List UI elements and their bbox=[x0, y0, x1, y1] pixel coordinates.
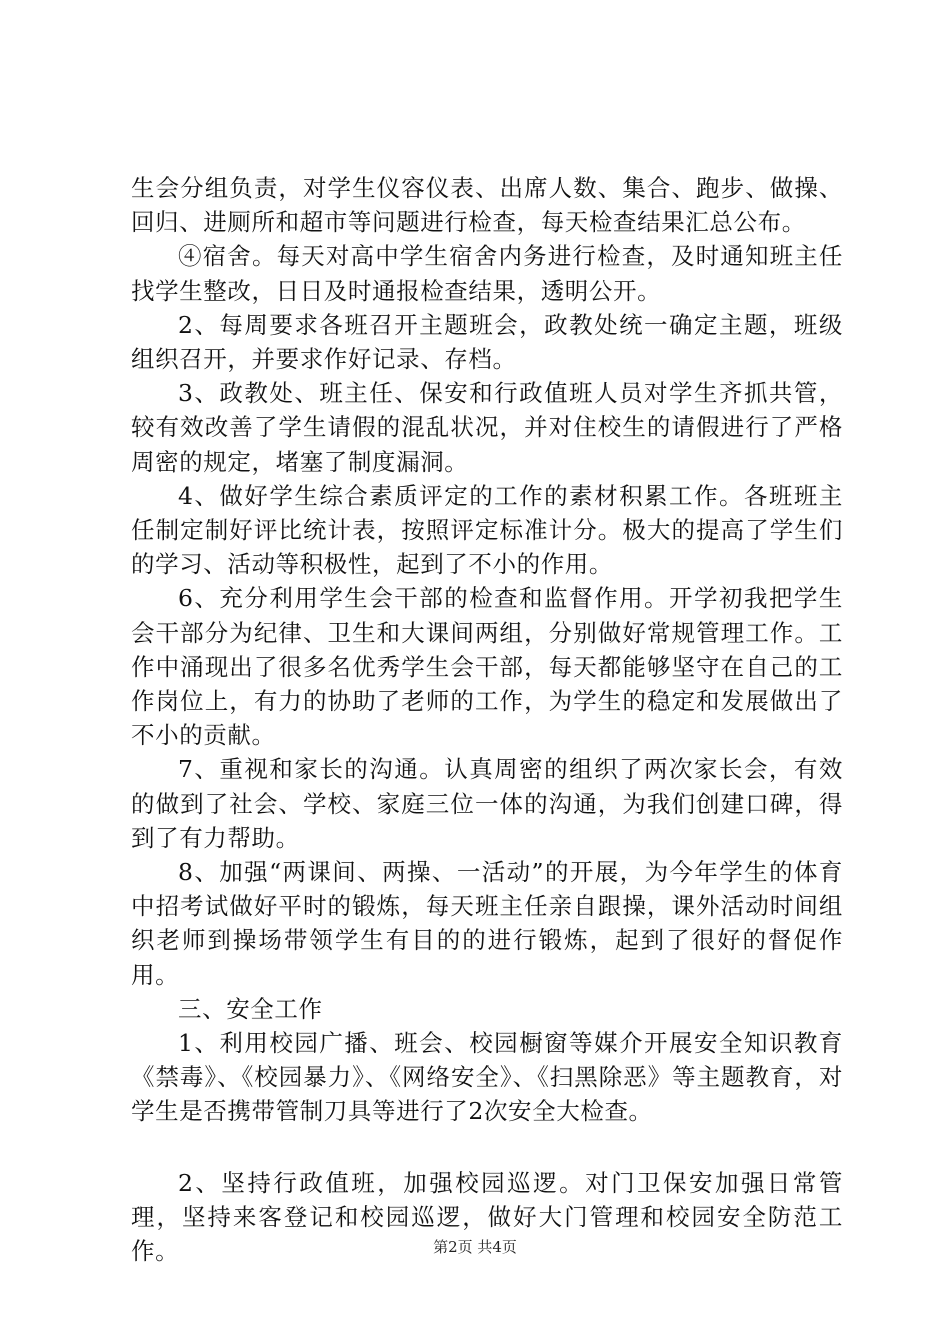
paragraph-item-7: 7、重视和家长的沟通。认真周密的组织了两次家长会，有效的做到了社会、学校、家庭三位一体的沟通，为我们创建口碑，得到了有力帮助。 bbox=[131, 755, 843, 852]
paragraph-continuation: 生会分组负责，对学生仪容仪表、出席人数、集合、跑步、做操、回归、进厕所和超市等问题进行检查，每天检查结果汇总公布。 bbox=[131, 174, 843, 237]
paragraph-item-2: 2、每周要求各班召开主题班会，政教处统一确定主题，班级组织召开，并要求作好记录、存档。 bbox=[131, 310, 843, 374]
paragraph-spacer bbox=[131, 1129, 843, 1166]
paragraph-safety-2: 2、坚持行政值班，加强校园巡逻。对门卫保安加强日常管理，坚持来客登记和校园巡逻，做好大门管理和校园安全防范工作。 bbox=[131, 1168, 843, 1266]
paragraph-safety-1: 1、利用校园广播、班会、校园橱窗等媒介开展安全知识教育《禁毒》、《校园暴力》、《网络安全》、《扫黑除恶》等主题教育，对学生是否携带管制刀具等进行了2次安全大检查。 bbox=[131, 1029, 843, 1126]
paragraph-dormitory: ④宿舍。每天对高中学生宿舍内务进行检查，及时通知班主任找学生整改，日日及时通报检查结果，透明公开。 bbox=[131, 242, 843, 305]
section-heading-safety: 三、安全工作 bbox=[178, 994, 323, 1023]
document-body bbox=[131, 171, 843, 1268]
paragraph-item-8: 8、加强“两课间、两操、一活动”的开展，为今年学生的体育中招考试做好平时的锻炼，每天班主任亲自跟操，课外活动时间组织老师到操场带领学生有目的的进行锻炼，起到了很好的督促作用。 bbox=[131, 858, 843, 989]
paragraph-item-4: 4、做好学生综合素质评定的工作的素材积累工作。各班班主任制定制好评比统计表，按照评定标准计分。极大的提高了学生们的学习、活动等积极性，起到了不小的作用。 bbox=[131, 481, 843, 579]
paragraph-item-3: 3、政教处、班主任、保安和行政值班人员对学生齐抓共管，较有效改善了学生请假的混乱状况，并对住校生的请假进行了严格周密的规定，堵塞了制度漏洞。 bbox=[131, 379, 843, 476]
paragraph-item-6: 6、充分利用学生会干部的检查和监督作用。开学初我把学生会干部分为纪律、卫生和大课间两组，分别做好常规管理工作。工作中涌现出了很多名优秀学生会干部，每天都能够坚守在自己的工作岗位上，有力的协助了老师的工作，为学生的稳定和发展做出了不小的贡献。 bbox=[131, 584, 843, 750]
page-number-footer: 第2页 共4页 bbox=[433, 1238, 517, 1256]
